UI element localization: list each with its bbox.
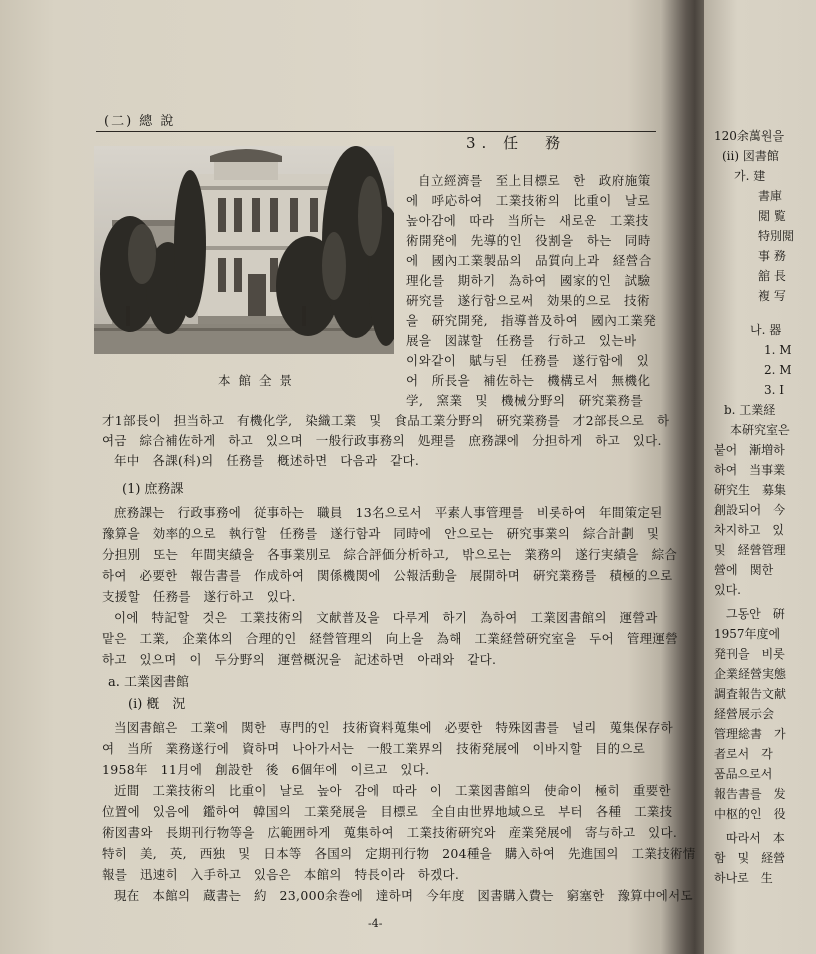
body-line: 当図書館은 工業에 関한 専門的인 技術資料蒐集에 必要한 特殊図書를 널리 蒐集保存하 (114, 720, 673, 735)
right-column-line: 에 國內工業製品의 品質向上과 経營合 (406, 253, 652, 268)
right-column-line: 이와같이 賦与된 任務를 遂行함에 있 (406, 353, 650, 368)
body-line: 여 当所 業務遂行에 資하며 나아가서는 一般工業界의 技術発展에 이바지할 目的으로 (102, 741, 646, 756)
body-line: 庶務課는 行政事務에 従事하는 職員 13名으로서 平素人事管理를 비롯하여 年間策定된 (114, 505, 663, 520)
subheading-overview: (i) 槪 況 (128, 697, 186, 712)
right-page-line: 가. 建 (734, 169, 766, 183)
right-column-line: 展을 図謀할 任務를 行하고 있는바 (406, 333, 637, 348)
right-page-line: 따라서 本 (726, 831, 785, 845)
right-page-line: 者로서 각 (714, 747, 773, 761)
right-column-line: 을 硏究開発, 指導普及하여 國內工業発 (406, 313, 657, 328)
right-column-line: 硏究를 遂行함으로써 効果的으로 技術 (406, 293, 651, 308)
right-column-line: 어 所長을 補佐하는 機構로서 無機化 (406, 373, 651, 388)
body-line: 近間 工業技術의 比重이 날로 높아 감에 따라 이 工業図書館의 使命이 極히 重要한 (114, 783, 671, 798)
right-page-line: 書庫 (758, 189, 783, 203)
right-page-line: 2. M (764, 363, 792, 377)
body-line: 1958年 11月에 創設한 後 6個年에 이르고 있다. (102, 762, 430, 777)
right-column-line: 学, 窯業 및 機械分野의 硏究業務를 (406, 393, 644, 408)
right-page-edge (704, 0, 816, 954)
right-page-line: 複 写 (758, 289, 786, 303)
body-line: 맡은 工業, 企業体의 合理的인 経營管理의 向上을 為해 工業経營硏究室을 두어 管理運營 (102, 631, 679, 646)
right-page-line: 붙어 漸増하 (714, 443, 785, 457)
right-page-line: 舘 長 (758, 269, 786, 283)
section-title: (二) 總 說 (104, 114, 176, 129)
body-line: 才1部長이 担当하고 有機化学, 染織工業 및 食品工業分野의 硏究業務를 才2部長으로 하 (102, 413, 670, 428)
right-page-line: 発刊을 비롯 (714, 647, 785, 661)
right-page-line: 本硏究室은 (730, 423, 790, 437)
right-page-line: 経營展示会 (714, 707, 775, 721)
right-column-line: 術開発에 先導的인 役割을 하는 同時 (406, 233, 651, 248)
right-page-line: 3. I (764, 383, 785, 397)
building-photo (94, 146, 394, 354)
right-page-line: 나. 器 (750, 323, 782, 337)
subheading-general-affairs: (1) 庶務課 (122, 482, 184, 497)
right-column-line: 理化를 期하기 為하여 國家的인 試驗 (406, 273, 651, 288)
body-line: 支援할 任務를 遂行하고 있다. (102, 589, 296, 604)
right-page-line: 차지하고 있 (714, 523, 784, 537)
body-line: 하여 必要한 報告書를 作成하여 関係機関에 公報活動을 展開하며 硏究業務를 積極的으로 (102, 568, 673, 583)
body-line: 여금 綜合補佐하게 하고 있으며 一般行政事務의 処理를 庶務課에 分担하게 하고 있다. (102, 433, 662, 448)
body-line: 하고 있으며 이 두分野의 運營概況을 記述하면 아래와 같다. (102, 652, 497, 667)
body-line: 豫算을 効率的으로 執行할 任務를 遂行함과 同時에 안으로는 硏究事業의 綜合計劃 및 (102, 526, 660, 541)
body-line: 特히 美, 英, 西独 및 日本等 各国의 定期刊行物 204種을 購入하여 先進国의 工業技術情 (102, 846, 696, 861)
body-line: 年中 各課(科)의 任務를 槪述하면 다음과 같다. (114, 453, 420, 468)
right-page-line: 企業経營実態 (714, 667, 787, 681)
right-page-line: 特別閲 (758, 229, 795, 243)
building-photo-illustration (94, 146, 394, 354)
right-page-line: 품品으로서 (714, 767, 773, 781)
right-page-line: 120余萬원을 (714, 129, 785, 143)
heading-duties: 3. 任 務 (466, 134, 567, 152)
right-page-line: 그동안 硏 (726, 607, 785, 621)
right-page-line: 營에 関한 (714, 563, 774, 577)
right-page-line: (ii) 図書館 (722, 149, 779, 163)
right-page-line: 管理総書 가 (714, 727, 786, 741)
right-page-line: 있다. (714, 583, 741, 597)
right-page-line: 報告書를 发 (714, 787, 786, 801)
photo-caption: 本 館 全 景 (218, 373, 294, 388)
right-page-line: 中枢的인 役 (714, 807, 786, 821)
body-line: 分担別 또는 年間実績을 各事業別로 綜合評価分析하고, 밖으로는 業務의 遂行実績을 綜合 (102, 547, 678, 562)
right-page-line: 調査報告文献 (714, 687, 787, 701)
body-line: 現在 本館의 蔵書는 約 23,000余巻에 達하며 今年度 図書購入費는 窮塞한 豫算中에서도 (114, 888, 693, 903)
right-page-line: 함 및 経營 (714, 851, 786, 865)
right-page-line: 하여 当事業 (714, 463, 786, 477)
right-page-line: 1957年度에 (714, 627, 781, 641)
body-line: 報를 迅速히 入手하고 있음은 本館의 特長이라 하겠다. (102, 867, 460, 882)
right-column-line: 自立經濟를 至上目標로 한 政府施策 (418, 173, 651, 188)
page-number: -4- (368, 917, 383, 930)
right-column-line: 높아감에 따라 当所는 새로운 工業技 (406, 213, 649, 228)
right-page-line: 閲 覧 (758, 209, 786, 223)
section-rule (96, 131, 656, 132)
body-line: 術図書와 長期刊行物等을 広範囲하게 蒐集하여 工業技術硏究와 産業発展에 寄与하고 있다. (102, 825, 678, 840)
right-page-line: b. 工業経 (724, 403, 776, 417)
right-page-line: 創設되어 今 (714, 503, 786, 517)
right-page-line: 1. M (764, 343, 792, 357)
right-page-line: 硏究生 募集 (714, 483, 787, 497)
right-page-line: 事 務 (758, 249, 786, 263)
right-page-line: 하나로 生 (714, 871, 773, 885)
right-page-line: 및 経營管理 (714, 543, 786, 557)
subheading-library: a. 工業図書館 (108, 675, 190, 690)
body-line: 이에 特記할 것은 工業技術의 文献普及을 다루게 하기 為하여 工業図書館의 運營과 (114, 610, 658, 625)
right-column-line: 에 呼応하여 工業技術의 比重이 날로 (406, 193, 651, 208)
body-line: 位置에 있음에 鑑하여 韓国의 工業発展을 目標로 全自由世界地域으로 부터 各種 工業技 (102, 804, 673, 819)
